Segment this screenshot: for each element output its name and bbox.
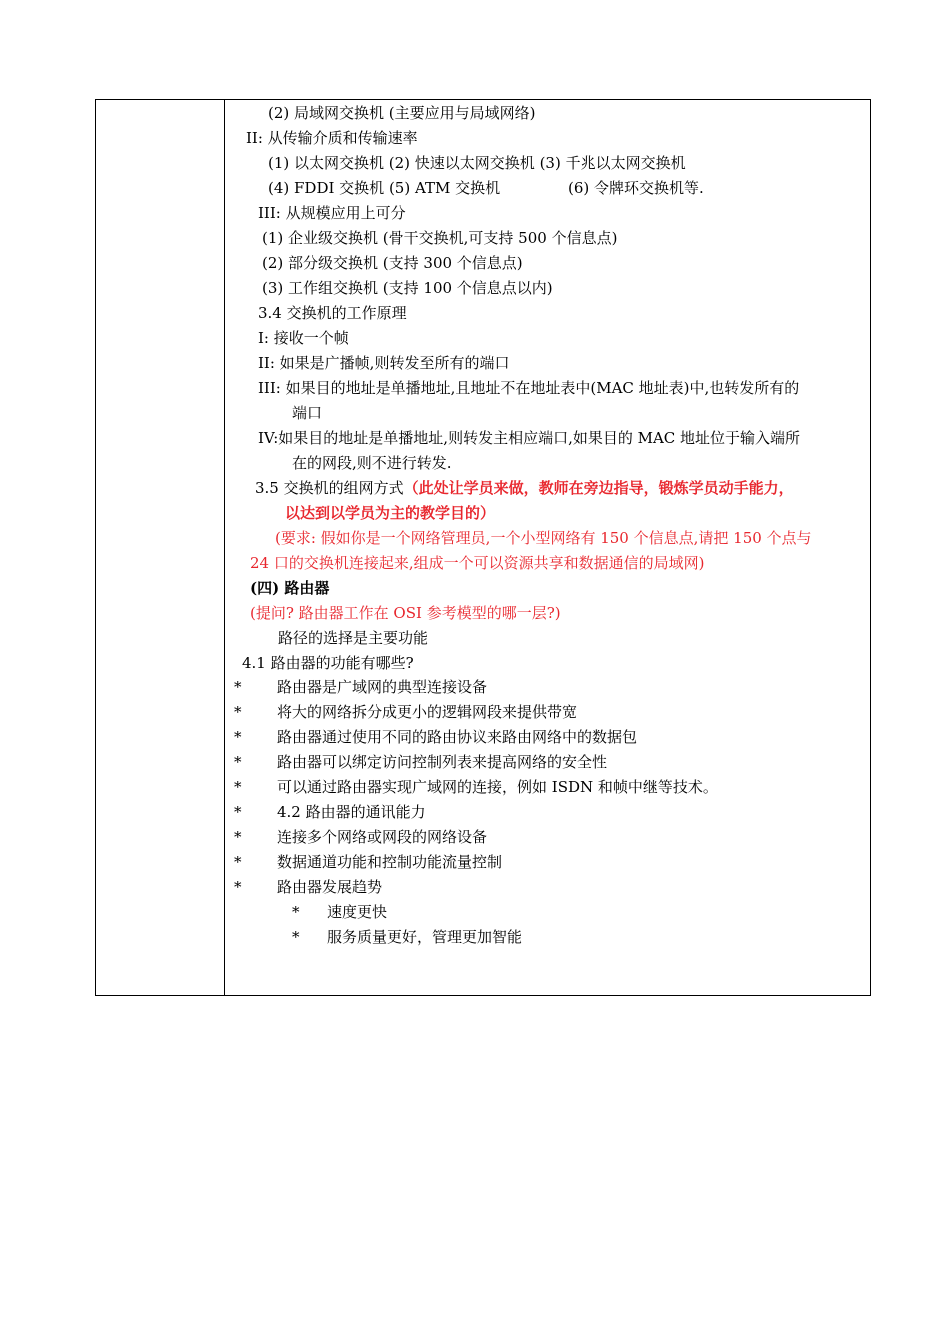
- bullet-marker: *: [234, 878, 242, 896]
- requirement-line-2: 24 口的交换机连接起来,组成一个可以资源共享和数据通信的局域网): [250, 554, 705, 572]
- content-line: 在的网段,则不进行转发.: [292, 454, 452, 472]
- teaching-note: （此处让学员来做，教师在旁边指导，锻炼学员动手能力，: [403, 479, 794, 497]
- content-line: III: 从规模应用上可分: [258, 204, 406, 222]
- content-line: II: 如果是广播帧,则转发至所有的端口: [258, 354, 510, 372]
- content-line: (2) 局域网交换机 (主要应用与局域网络): [268, 104, 536, 122]
- bullet-item: 路由器是广域网的典型连接设备: [277, 678, 488, 696]
- router-question: (提问? 路由器工作在 OSI 参考模型的哪一层?): [250, 604, 561, 622]
- sub-bullet-marker: *: [292, 903, 300, 921]
- bullet-marker: *: [234, 778, 242, 796]
- content-line: III: 如果目的地址是单播地址,且地址不在地址表中(MAC 地址表)中,也转发所有的: [258, 379, 800, 397]
- content-line: II: 从传输介质和传输速率: [246, 129, 418, 147]
- bullet-item: 路由器通过使用不同的路由协议来路由网络中的数据包: [277, 728, 638, 746]
- sub-bullet-marker: *: [292, 928, 300, 946]
- router-main-function: 路径的选择是主要功能: [278, 629, 429, 647]
- bullet-marker: *: [234, 853, 242, 871]
- content-line: 3.4 交换机的工作原理: [258, 304, 407, 322]
- sub-bullet-item: 速度更快: [327, 903, 388, 921]
- requirement-line-1: (要求: 假如你是一个网络管理员,一个小型网络有 150 个信息点,请把 150 个点与: [275, 529, 812, 547]
- column-divider: [224, 100, 225, 995]
- bullet-marker: *: [234, 728, 242, 746]
- content-line: (4) FDDI 交换机 (5) ATM 交换机: [268, 179, 501, 197]
- sub-bullet-item: 服务质量更好，管理更加智能: [327, 928, 523, 946]
- content-line: (3) 工作组交换机 (支持 100 个信息点以内): [262, 279, 553, 297]
- router-functions-heading: 4.1 路由器的功能有哪些?: [242, 654, 414, 672]
- bullet-item: 4.2 路由器的通讯能力: [277, 803, 426, 821]
- bullet-item: 将大的网络拆分成更小的逻辑网段来提供带宽: [277, 703, 578, 721]
- section-3-5-title: 3.5 交换机的组网方式: [255, 479, 404, 497]
- content-line: (1) 企业级交换机 (骨干交换机,可支持 500 个信息点): [262, 229, 618, 247]
- content-line: (6) 令牌环交换机等.: [568, 179, 704, 197]
- bullet-marker: *: [234, 828, 242, 846]
- bullet-item: 连接多个网络或网段的网络设备: [277, 828, 488, 846]
- bullet-marker: *: [234, 703, 242, 721]
- bullet-marker: *: [234, 678, 242, 696]
- bullet-item: 路由器可以绑定访问控制列表来提高网络的安全性: [277, 753, 608, 771]
- content-line: IV:如果目的地址是单播地址,则转发主相应端口,如果目的 MAC 地址位于输入端所: [258, 429, 801, 447]
- content-line: I: 接收一个帧: [258, 329, 349, 347]
- bullet-item: 数据通道功能和控制功能流量控制: [277, 853, 503, 871]
- teaching-note-continued: 以达到以学员为主的教学目的）: [285, 504, 496, 522]
- content-line: (1) 以太网交换机 (2) 快速以太网交换机 (3) 千兆以太网交换机: [268, 154, 686, 172]
- content-line: (2) 部分级交换机 (支持 300 个信息点): [262, 254, 523, 272]
- router-heading: (四) 路由器: [250, 579, 330, 597]
- bullet-marker: *: [234, 803, 242, 821]
- bullet-item: 路由器发展趋势: [277, 878, 383, 896]
- section-3-5: [255, 478, 794, 498]
- content-line: 端口: [292, 404, 323, 422]
- bullet-marker: *: [234, 753, 242, 771]
- bullet-item: 可以通过路由器实现广域网的连接，例如 ISDN 和帧中继等技术。: [277, 778, 718, 796]
